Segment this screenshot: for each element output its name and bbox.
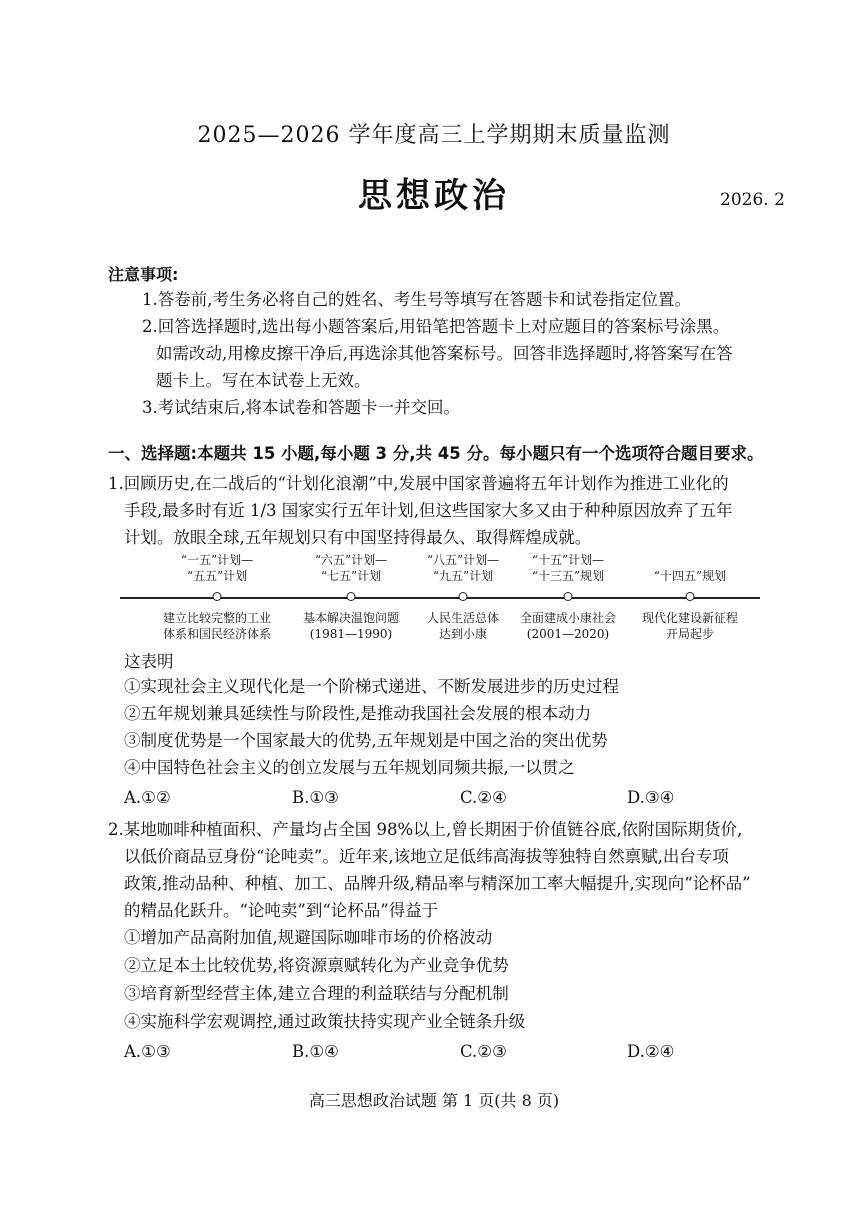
notice-line: 题卡上。写在本试卷上无效。 (156, 371, 371, 390)
notice-line: 如需改动,用橡皮擦干净后,再选涂其他答案标号。回答非选择题时,将答案写在答 (156, 344, 733, 363)
notice-line: 1.答卷前,考生务必将自己的姓名、考生号等填写在答题卡和试卷指定位置。 (142, 290, 691, 309)
timeline-node (213, 592, 222, 601)
notice-heading: 注意事项: (108, 265, 179, 284)
timeline-top-label: “六五”计划— “七五”计划 (314, 553, 388, 583)
timeline-bottom-label: 现代化建设新征程 开局起步 (641, 611, 739, 641)
question-1-lead: 这表明 (124, 652, 174, 671)
five-year-plan-timeline (120, 552, 760, 650)
question-1-statement: ③制度优势是一个国家最大的优势,五年规划是中国之治的突出优势 (124, 731, 608, 750)
question-1-stem-line: 1.回顾历史,在二战后的“计划化浪潮”中,发展中国家普遍将五年计划作为推进工业化的 (108, 474, 729, 493)
question-1-statement: ①实现社会主义现代化是一个阶梯式递进、不断发展进步的历史过程 (124, 677, 619, 696)
timeline-bottom-label: 基本解决温饱问题 (1981—1990) (302, 611, 400, 641)
section-heading: 一、选择题:本题共 15 小题,每小题 3 分,共 45 分。每小题只有一个选项符合题目要求。 (108, 444, 764, 463)
question-2-option-a[interactable]: A.①③ (124, 1042, 171, 1061)
question-1-option-d[interactable]: D.③④ (627, 788, 675, 807)
timeline-top-label: “十四五”规划 (653, 569, 727, 583)
page-footer: 高三思想政治试题 第 1 页(共 8 页) (308, 1091, 560, 1110)
notice-line: 2.回答选择题时,选出每小题答案后,用铅笔把答题卡上对应题目的答案标号涂黑。 (142, 317, 730, 336)
exam-date: 2026. 2 (720, 190, 785, 210)
timeline-node (347, 592, 356, 601)
question-2-option-d[interactable]: D.②④ (627, 1042, 675, 1061)
question-1-stem-line: 手段,最多时有近 1/3 国家实行五年计划,但这些国家大多又由于种种原因放弃了五年 (124, 501, 733, 520)
question-2-stem-line: 的精品化跃升。“论吨卖”到“论杯品”得益于 (124, 901, 439, 920)
question-1-statement: ④中国特色社会主义的创立发展与五年规划同频共振,一以贯之 (124, 758, 575, 777)
notice-line: 3.考试结束后,将本试卷和答题卡一并交回。 (142, 398, 460, 417)
timeline-node (459, 592, 468, 601)
timeline-top-label: “十五”计划— “十三五”规划 (531, 553, 605, 583)
question-1-option-a[interactable]: A.①② (124, 788, 171, 807)
question-2-stem-line: 以低价商品豆身份“论吨卖”。近年来,该地立足低纬高海拔等独特自然禀赋,出台专项 (124, 847, 729, 866)
question-2-statement: ④实施科学宏观调控,通过政策扶持实现产业全链条升级 (124, 1012, 526, 1031)
question-2-statement: ③培育新型经营主体,建立合理的利益联结与分配机制 (124, 984, 509, 1003)
exam-title: 2025—2026 学年度高三上学期期末质量监测 (197, 123, 671, 148)
timeline-bottom-label: 建立比较完整的工业 体系和国民经济体系 (162, 611, 272, 641)
question-1-stem-line: 计划。放眼全球,五年规划只有中国坚持得最久、取得辉煌成就。 (124, 528, 592, 547)
question-2-statement: ①增加产品高附加值,规避国际咖啡市场的价格波动 (124, 928, 493, 947)
question-2-option-b[interactable]: B.①④ (292, 1042, 339, 1061)
question-1-statement: ②五年规划兼具延续性与阶段性,是推动我国社会发展的根本动力 (124, 704, 592, 723)
question-2-stem-line: 政策,推动品种、种植、加工、品牌升级,精品率与精深加工率大幅提升,实现向“论杯品” (124, 874, 751, 893)
question-2-statement: ②立足本土比较优势,将资源禀赋转化为产业竞争优势 (124, 956, 509, 975)
timeline-node (686, 592, 695, 601)
timeline-bottom-label: 人民生活总体 达到小康 (426, 611, 500, 641)
timeline-node (564, 592, 573, 601)
question-2-option-c[interactable]: C.②③ (460, 1042, 507, 1061)
question-2-stem-line: 2.某地咖啡种植面积、产量均占全国 98%以上,曾长期困于价值链谷底,依附国际期货价, (108, 820, 743, 839)
timeline-top-label: “一五”计划— “五五”计划 (180, 553, 254, 583)
question-1-option-b[interactable]: B.①③ (292, 788, 339, 807)
subject-title: 思想政治 (358, 176, 510, 216)
timeline-bottom-label: 全面建成小康社会 (2001—2020) (519, 611, 617, 641)
question-1-option-c[interactable]: C.②④ (460, 788, 507, 807)
timeline-top-label: “八五”计划— “九五”计划 (426, 553, 500, 583)
